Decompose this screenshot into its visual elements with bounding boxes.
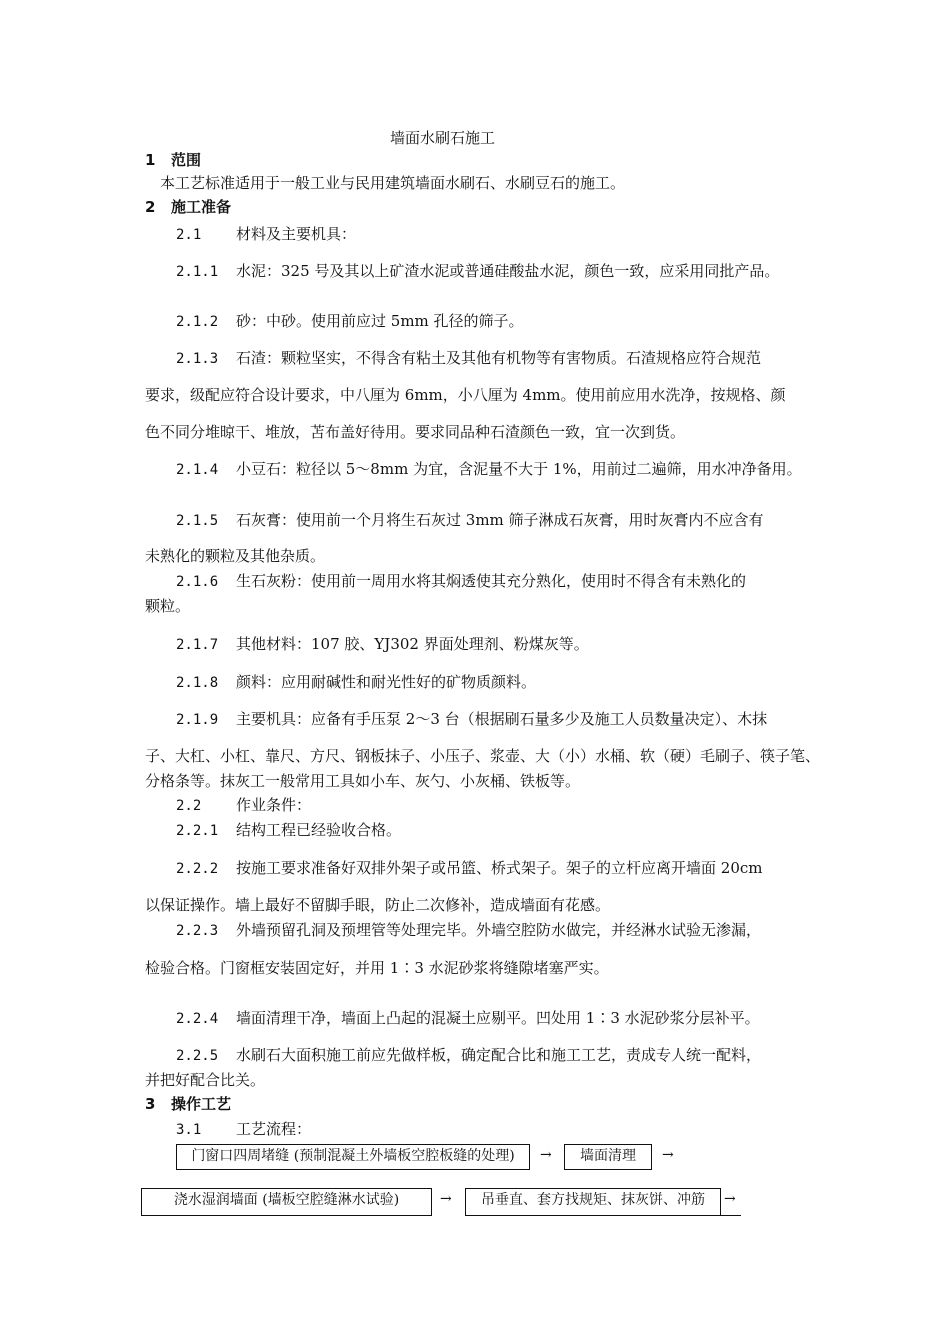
section-1-body: 本工艺标准适用于一般工业与民用建筑墙面水刷石、水刷豆石的施工。 (160, 174, 626, 192)
item-2-1-6-line2: 颗粒。 (145, 597, 191, 615)
item-text: 外墙预留孔洞及预埋管等处理完毕。外墙空腔防水做完，并经淋水试验无渗漏， (236, 921, 762, 939)
flow-step-3: 浇水湿润墙面 (墙板空腔缝淋水试验) (141, 1188, 432, 1216)
flow-step-4: 吊垂直、套方找规矩、抹灰饼、冲筋 (465, 1188, 721, 1216)
flow-step-2: 墙面清理 (564, 1144, 652, 1170)
item-2-2-5 (176, 1045, 761, 1066)
item-text: 石灰膏：使用前一个月将生石灰过 3mm 筛子淋成石灰膏，用时灰膏内不应含有 (236, 511, 764, 529)
item-2-1-9-line3: 分格条等。抹灰工一般常用工具如小车、灰勺、小灰桶、铁板等。 (145, 772, 581, 790)
flow-arrow-2: → (662, 1147, 674, 1163)
item-2-1-3-line2: 要求，级配应符合设计要求，中八厘为 6mm，小八厘为 4mm。使用前应用水洗净，按规格、颜 (145, 386, 786, 404)
item-number: 2.1.2 (176, 314, 219, 330)
item-number: 2.1.4 (176, 462, 219, 478)
section-3-heading (145, 1094, 231, 1114)
subsection-3-1 (176, 1119, 311, 1140)
item-2-1-5-line2: 未熟化的颗粒及其他杂质。 (145, 547, 326, 565)
item-2-2-3-line2: 检验合格。门窗框安装固定好，并用 1∶3 水泥砂浆将缝隙堵塞严实。 (145, 959, 609, 977)
item-number: 2.1.8 (176, 675, 219, 691)
item-text: 水泥：325 号及其以上矿渣水泥或普通硅酸盐水泥，颜色一致，应采用同批产品。 (236, 262, 780, 280)
item-number: 2.2.5 (176, 1048, 219, 1064)
subsection-2-2 (176, 795, 311, 816)
item-2-1-8 (176, 672, 536, 693)
section-number: 1 (145, 151, 156, 169)
flow-step-1: 门窗口四周堵缝 (预制混凝土外墙板空腔板缝的处理) (176, 1144, 530, 1170)
item-2-2-2 (176, 858, 762, 879)
item-2-2-2-line2: 以保证操作。墙上最好不留脚手眼，防止二次修补，造成墙面有花感。 (145, 896, 611, 914)
section-number: 3 (145, 1095, 156, 1113)
item-2-1-6 (176, 571, 746, 592)
item-number: 3.1 (176, 1122, 202, 1138)
item-text: 生石灰粉：使用前一周用水将其焖透使其充分熟化，使用时不得含有未熟化的 (236, 572, 747, 590)
item-2-2-3 (176, 920, 761, 941)
item-text: 砂：中砂。使用前应过 5mm 孔径的筛子。 (236, 312, 524, 330)
flow-arrow-3: → (440, 1191, 452, 1207)
page-title: 墙面水刷石施工 (390, 129, 496, 147)
section-title: 范围 (171, 151, 202, 169)
item-2-2-1 (176, 820, 401, 841)
item-number: 2.1.5 (176, 513, 219, 529)
item-text: 水刷石大面积施工前应先做样板，确定配合比和施工工艺，责成专人统一配料， (236, 1046, 762, 1064)
item-2-1-9 (176, 709, 767, 730)
item-text: 结构工程已经验收合格。 (236, 821, 402, 839)
item-number: 2.2.2 (176, 861, 219, 877)
item-2-1-7 (176, 634, 589, 655)
subsection-title: 作业条件： (236, 796, 312, 814)
item-number: 2.1.7 (176, 637, 219, 653)
item-text: 小豆石：粒径以 5～8mm 为宜，含泥量不大于 1%，用前过二遍筛，用水冲净备用。 (236, 460, 802, 478)
item-number: 2.2.1 (176, 823, 219, 839)
item-text: 石渣：颗粒坚实，不得含有粘土及其他有机物等有害物质。石渣规格应符合规范 (236, 349, 762, 367)
item-number: 2.1.6 (176, 574, 219, 590)
section-2-heading (145, 197, 231, 217)
item-text: 墙面清理干净，墙面上凸起的混凝土应剔平。凹处用 1∶3 水泥砂浆分层补平。 (236, 1009, 760, 1027)
item-text: 按施工要求准备好双排外架子或吊篮、桥式架子。架子的立杆应离开墙面 20cm (236, 859, 763, 877)
subsection-2-1 (176, 224, 356, 245)
item-2-1-9-line2: 子、大杠、小杠、靠尺、方尺、钢板抹子、小压子、浆壶、大（小）水桶、软（硬）毛刷子、筷子笔、 (145, 747, 821, 765)
item-2-1-3-line3: 色不同分堆晾干、堆放，苫布盖好待用。要求同品种石渣颜色一致，宜一次到货。 (145, 423, 686, 441)
section-number: 2 (145, 198, 156, 216)
item-text: 主要机具：应备有手压泵 2～3 台（根据刷石量多少及施工人员数量决定）、木抹 (236, 710, 768, 728)
item-number: 2.2.3 (176, 923, 219, 939)
item-number: 2.1.9 (176, 712, 219, 728)
item-2-2-4 (176, 1008, 760, 1029)
item-2-1-1 (176, 261, 779, 282)
item-number: 2.2.4 (176, 1011, 219, 1027)
item-text: 颜料：应用耐碱性和耐光性好的矿物质颜料。 (236, 673, 537, 691)
section-title: 操作工艺 (171, 1095, 232, 1113)
flow-arrow-4: → (724, 1191, 736, 1207)
item-2-1-4 (176, 459, 802, 480)
subsection-title: 工艺流程： (236, 1120, 312, 1138)
item-number: 2.1.3 (176, 351, 219, 367)
section-title: 施工准备 (171, 198, 232, 216)
item-number: 2.1 (176, 227, 202, 243)
item-2-1-2 (176, 311, 524, 332)
item-text: 其他材料：107 胶、YJ302 界面处理剂、粉煤灰等。 (236, 635, 589, 653)
item-number: 2.2 (176, 798, 202, 814)
item-number: 2.1.1 (176, 264, 219, 280)
subsection-title: 材料及主要机具： (236, 225, 357, 243)
section-1-heading (145, 150, 201, 170)
item-2-1-5 (176, 510, 764, 531)
flow-arrow-1: → (540, 1147, 552, 1163)
item-2-1-3 (176, 348, 761, 369)
flow-baseline (721, 1215, 741, 1216)
item-2-2-5-line2: 并把好配合比关。 (145, 1071, 266, 1089)
